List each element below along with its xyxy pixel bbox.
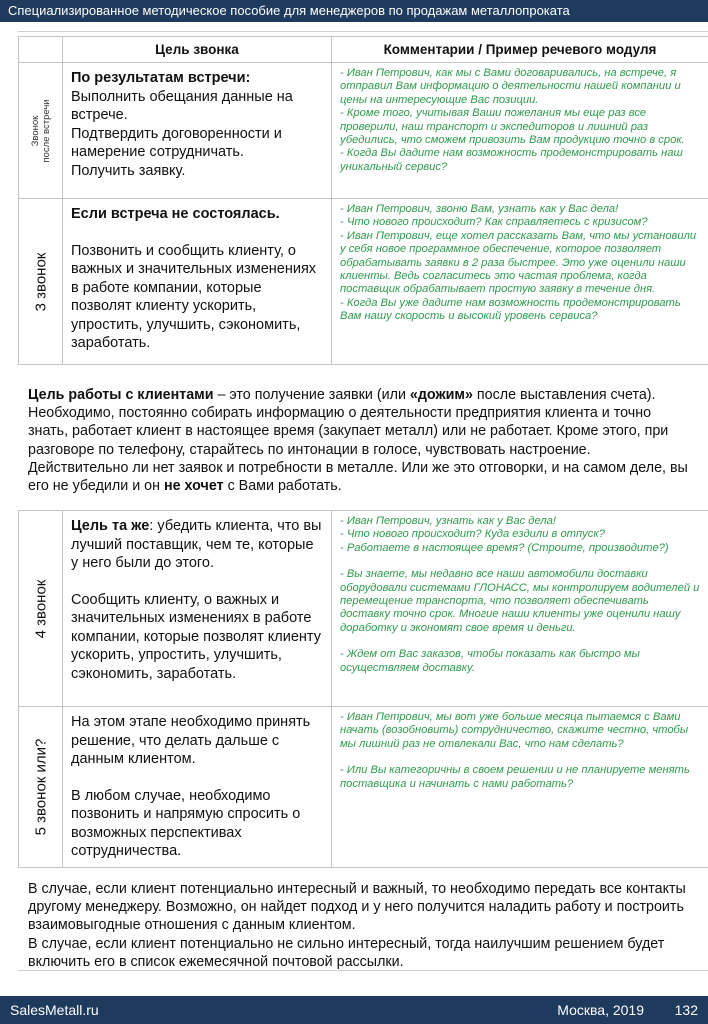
comment-line: - Иван Петрович, звоню Вам, узнать как у Вас дела!	[340, 203, 619, 215]
row-label-cell	[19, 511, 63, 707]
goal-line: Подтвердить договоренности и намерение сотрудничать.	[71, 125, 282, 160]
bold-phrase: Цель работы с клиентами	[28, 387, 214, 403]
comment-line: - Иван Петрович, узнать как у Вас дела!	[340, 515, 556, 527]
goal-line: Получить заявку.	[71, 162, 186, 179]
goal-cell	[63, 511, 332, 707]
row-label-line: Звонок	[29, 115, 41, 146]
row-label: 5 звонок или?	[32, 738, 49, 836]
row-label-cell	[19, 707, 63, 868]
table-header-empty	[19, 37, 63, 63]
goal-title: Если встреча не состоялась.	[71, 206, 280, 222]
header-title: Специализированное методическое пособие для менеджеров по продажам металлопроката	[8, 3, 570, 18]
row-label	[30, 99, 52, 162]
comment-line: - Что нового происходит? Как справляетесь с кризисом?	[340, 216, 648, 229]
comment-line: - Иван Петрович, как мы с Вами договаривались, на встрече, я отправил Вам информацию о деятельности нашей компании и цены на интересующие Вас позиции.	[340, 67, 681, 106]
comment-cell	[332, 63, 708, 199]
comment-cell	[332, 199, 708, 365]
column-header-comment: Комментарии / Пример речевого модуля	[332, 37, 708, 63]
page-number: 132	[674, 1002, 698, 1018]
comment-cell	[332, 511, 708, 707]
table-row	[19, 707, 708, 868]
table-header-row	[19, 37, 708, 63]
call-plan-table-2	[18, 510, 708, 868]
text-line: В случае, если клиент потенциально не сильно интересный, тогда наилучшим решением будет включить его в список ежемесячной почтовой рассылки.	[28, 935, 665, 970]
comment-line: - Кроме того, учитывая Ваши пожелания мы еще раз все проверили, наш транспорт и экспедиторов и лишний раз убедились, что сможем привозить Вам продукцию точно в срок.	[340, 107, 685, 147]
text-run: с Вами работать.	[223, 478, 342, 495]
text-line: В случае, если клиент потенциально интересный и важный, то необходимо передать все контакты другому менеджеру. Возможно, он найдет подход и у него получится наладить работу и построить взаимовыгодные отношения с данным клиентом.	[28, 881, 686, 934]
bold-phrase: не хочет	[163, 478, 224, 495]
row-label: 4 звонок	[32, 579, 49, 638]
goal-title: По результатам встречи:	[71, 70, 251, 86]
row-label: 3 звонок	[32, 252, 49, 311]
text-run: – это получение заявки (или	[213, 387, 410, 403]
row-label-cell	[19, 63, 63, 199]
table-row	[19, 63, 708, 199]
client-work-goal-paragraph	[28, 386, 688, 495]
goal-text: Позвонить и сообщить клиенту, о важных и значительных изменениях в работе компании, которые позволят клиенту ускорить, упростить, улучшить, сэкономить, заработать.	[71, 242, 317, 351]
table-row	[19, 511, 708, 707]
page-header	[0, 0, 708, 22]
goal-text: : убедить клиента, что вы лучший поставщик, чем те, которые у него были до этого.	[71, 518, 322, 571]
goal-bold: Цель та же	[71, 518, 150, 534]
footer-city-year: Москва, 2019	[557, 1002, 644, 1018]
comment-line: - Когда Вы дадите нам возможность продемонстрировать наш уникальный сервис?	[340, 147, 683, 173]
table-row	[19, 199, 708, 365]
goal-cell	[63, 199, 332, 365]
row-label-cell	[19, 199, 63, 365]
bottom-divider	[18, 970, 708, 971]
comment-line: - Вы знаете, мы недавно все наши автомобили доставки оборудовали системами ГЛОНАСС, мы контролируем водителей и перемещение транспорта, что позволяет обеспечивать доставку точно срок. Многие наши клиенты уже оценили нашу доработку и экономят свое время и деньги.	[340, 568, 700, 634]
column-header-goal: Цель звонка	[63, 37, 332, 63]
comment-line: - Иван Петрович, еще хотел рассказать Вам, что мы установили у себя новое программное обеспечение, которое позволяет обрабатывать заявки в 2 раза быстрее. Это уже оценили наши клиенты. Ведь согласитесь это частая проблема, когда поставщик обрабатывает простую заявку в течение дня.	[340, 229, 697, 296]
goal-text: Сообщить клиенту, о важных и значительных изменениях в работе компании, которые позволят клиенту ускорить, упростить, улучшить, сэкономить, заработать.	[71, 591, 321, 682]
goal-line: Выполнить обещания данные на встрече.	[71, 88, 293, 123]
text-run: после выставления счета). Необходимо, постоянно собирать информацию о деятельности предприятия клиента и точно знать, работает клиент в настоящее время (закупает металл) или не работает. Кроме этого, при разговоре по телефону, старайтесь по интонации в голосе, чувствовать настроение. Действительно ли нет заявок и потребности в металле. Или же это отговорки, и на самом деле, вы его не убедили и он	[28, 387, 688, 495]
comment-line: - Ждем от Вас заказов, чтобы показать как быстро мы осуществляем доставку.	[340, 648, 640, 674]
goal-cell	[63, 707, 332, 868]
comment-line: - Что нового происходит? Куда ездили в отпуск?	[340, 528, 605, 541]
row-label-line: после встречи	[40, 98, 52, 163]
comment-line: - Работаете в настоящее время? (Строите, производите?)	[340, 541, 669, 554]
bold-phrase: «дожим»	[409, 387, 473, 403]
call-plan-table-1	[18, 36, 708, 365]
top-divider	[18, 31, 708, 32]
comment-line: - Когда Вы уже дадите нам возможность продемонстрировать Вам нашу скорость и высокий уровень сервиса?	[340, 296, 681, 323]
goal-text: На этом этапе необходимо принять решение, что делать дальше с данным клиентом.	[71, 714, 311, 767]
goal-text: В любом случае, необходимо позвонить и напрямую спросить о возможных перспективах сотрудничества.	[71, 787, 301, 859]
comment-line: - Иван Петрович, мы вот уже больше месяца пытаемся с Вами начать (возобновить) сотрудничество, скажите честно, чтобы мы лишний раз не отвлекали Вас, что нам сделать?	[340, 711, 689, 750]
footer-site: SalesMetall.ru	[10, 1002, 99, 1018]
goal-cell	[63, 63, 332, 199]
closing-paragraph	[28, 880, 688, 971]
comment-cell	[332, 707, 708, 868]
page-footer	[0, 996, 708, 1024]
comment-line: - Или Вы категоричны в своем решении и не планируете менять поставщика и начинать с нами работать?	[340, 764, 690, 790]
